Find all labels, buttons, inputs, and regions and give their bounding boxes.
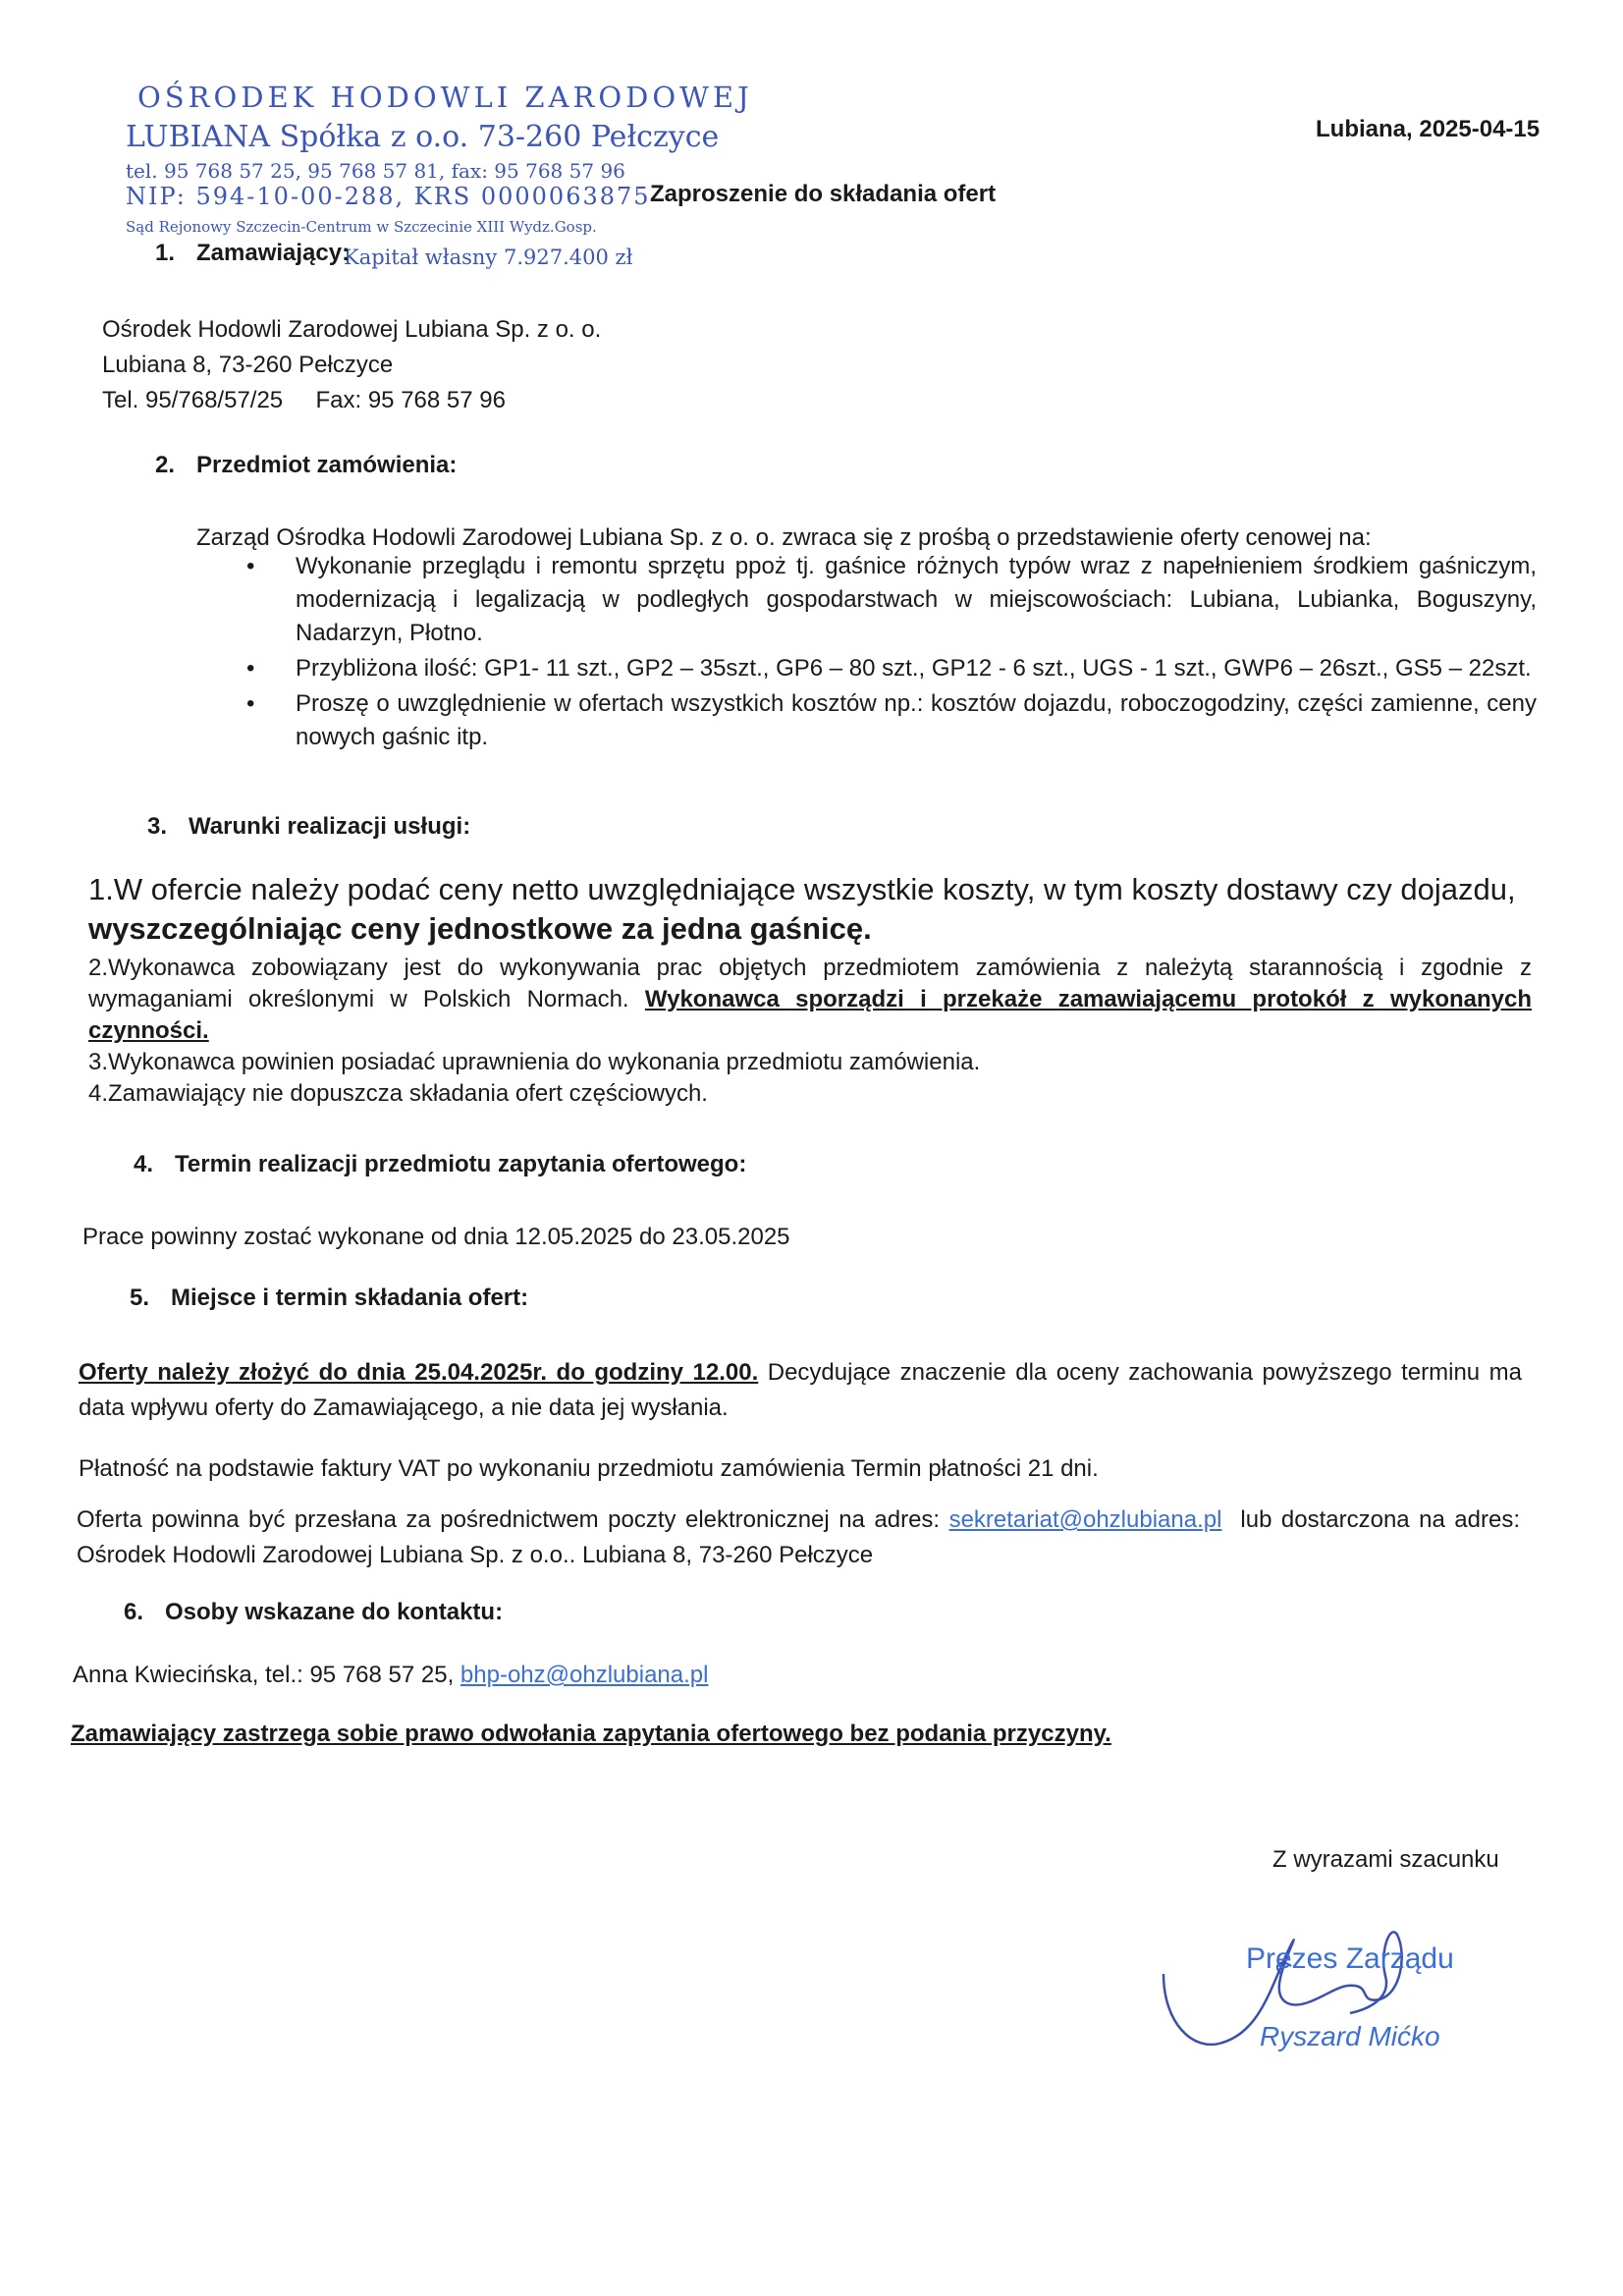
closing-phrase: Z wyrazami szacunku [1272,1846,1499,1873]
section-number: 1. [155,240,176,266]
section-title: Miejsce i termin składania ofert: [171,1285,529,1311]
order-items-list [241,550,1537,756]
contact-person [73,1658,708,1693]
stamp-line: OŚRODEK HODOWLI ZARODOWEJ [137,81,753,114]
document-date: Lubiana, 2025-04-15 [1316,116,1541,142]
section-title: Zamawiający: [196,240,351,266]
section-number: 4. [134,1151,154,1177]
orderer-address [102,312,601,418]
list-item: • Proszę o uwzględnienie w ofertach wszystkich kosztów np.: kosztów dojazdu, roboczogodziny, części zamienne, ceny nowych gaśnic itp. [241,687,1537,754]
contact-text: Anna Kwiecińska, tel.: 95 768 57 25, [73,1662,460,1688]
submission-text: Oferta powinna być przesłana za pośrednictwem poczty elektronicznej na adres: [77,1506,949,1533]
section-2-intro: Zarząd Ośrodka Hodowli Zarodowej Lubiana Sp. z o. o. zwraca się z prośbą o przedstawienie oferty cenowej na: [196,524,1372,551]
list-item: • Przybliżona ilość: GP1- 11 szt., GP2 – 35szt., GP6 – 80 szt., GP12 - 6 szt., UGS - 1 szt., GWP6 – 26szt., GS5 – 22szt. [241,652,1537,685]
condition-3: 3.Wykonawca powinien posiadać uprawnienia do wykonania przedmiotu zamówienia. [88,1049,981,1075]
submission-address: lub dostarczona na adres: Ośrodek Hodowli Zarodowej Lubiana Sp. z o.o.. Lubiana 8, 73-260 Pełczyce [77,1506,1527,1568]
stamp-line: Sąd Rejonowy Szczecin-Centrum w Szczecinie XIII Wydz.Gosp. [126,218,597,236]
condition-2-protocol: Wykonawca sporządzi i przekaże zamawiającemu protokół z wykonanych czynności. [88,986,1533,1044]
section-1-heading [155,240,350,267]
address-line: Ośrodek Hodowli Zarodowej Lubiana Sp. z o. o. [102,316,602,343]
email-link[interactable]: bhp-ohz@ohzlubiana.pl [460,1662,709,1688]
offer-deadline [79,1355,1522,1426]
section-title: Osoby wskazane do kontaktu: [165,1599,504,1625]
section-6-heading [124,1599,503,1626]
condition-4: 4.Zamawiający nie dopuszcza składania ofert częściowych. [88,1080,708,1107]
stamp-line: NIP: 594-10-00-288, KRS 0000063875 [126,183,651,210]
section-number: 3. [147,813,168,840]
email-link[interactable]: sekretariat@ohzlubiana.pl [948,1506,1222,1533]
condition-1-emphasis: wyszczególniając ceny jednostkowe za jedna gaśnicę. [88,911,872,946]
section-number: 2. [155,452,176,478]
section-number: 5. [130,1285,150,1311]
condition-2-text: 2.Wykonawca zobowiązany jest do wykonywania prac objętych przedmiotem zamówienia z należytą starannością i zgodnie z wymaganiami określonymi w Polskich Normach. [88,955,1532,1012]
signature-name: Ryszard Mićko [1260,2021,1440,2051]
section-title: Termin realizacji przedmiotu zapytania ofertowego: [175,1151,747,1177]
reservation-notice: Zamawiający zastrzega sobie prawo odwołania zapytania ofertowego bez podania przyczyny. [71,1721,1111,1747]
section-4-heading [134,1151,746,1178]
section-number: 6. [124,1599,144,1625]
section-title: Warunki realizacji usługi: [189,813,471,840]
signature-title: Prezes Zarządu [1246,1942,1454,1975]
deadline-text: Oferty należy złożyć do dnia 25.04.2025r. do godziny 12.00. [79,1359,759,1386]
section-3-body [88,870,1532,1110]
document-title: Zaproszenie do składania ofert [650,181,997,207]
address-line: Tel. 95/768/57/25 Fax: 95 768 57 96 [102,387,506,413]
stamp-line: tel. 95 768 57 25, 95 768 57 81, fax: 95 768 57 96 [126,159,625,183]
section-title: Przedmiot zamówienia: [196,452,458,478]
condition-1-line: 1.W ofercie należy podać ceny netto uwzględniające wszystkie koszty, w tym koszty dostawy czy dojazdu, [88,872,1516,906]
signature-block [1144,1915,1497,2072]
submission-info [77,1503,1527,1573]
stamp-line: Kapitał własny 7.927.400 zł [344,246,633,269]
section-5-heading [130,1285,528,1312]
payment-terms: Płatność na podstawie faktury VAT po wykonaniu przedmiotu zamówienia Termin płatności 21 dni. [79,1455,1099,1482]
address-line: Lubiana 8, 73-260 Pełczyce [102,352,394,378]
realization-term: Prace powinny zostać wykonane od dnia 12.05.2025 do 23.05.2025 [82,1224,790,1250]
deadline-note: Decydujące znaczenie dla oceny zachowania powyższego terminu ma data wpływu oferty do Zamawiającego, a nie data jej wysłania. [79,1359,1522,1421]
section-3-heading [147,813,470,841]
stamp-line: LUBIANA Spółka z o.o. 73-260 Pełczyce [126,120,720,154]
condition-2 [88,953,1532,1047]
section-2-heading [155,452,457,479]
list-item: • Wykonanie przeglądu i remontu sprzętu ppoż tj. gaśnice różnych typów wraz z napełnieniem środkiem gaśniczym, modernizacją i legalizacją w podległych gospodarstwach w miejscowościach: Lubiana, Lubianka, Boguszyny, Nadarzyn, Płotno. [241,550,1537,650]
